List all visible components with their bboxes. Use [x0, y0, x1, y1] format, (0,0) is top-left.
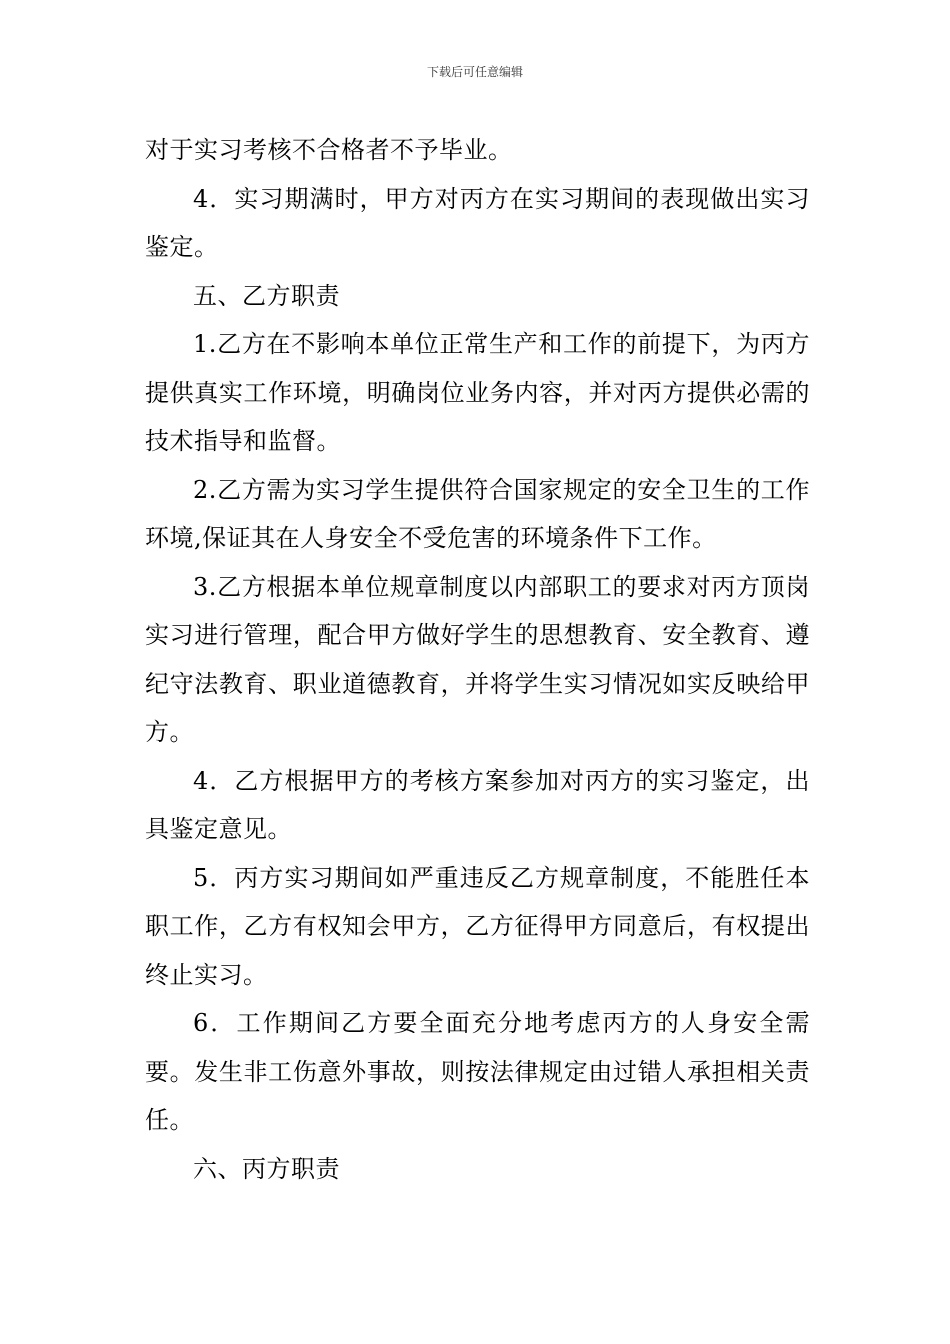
paragraph-clause-4-appraisal: 4．实习期满时，甲方对丙方在实习期间的表现做出实习鉴定。 — [145, 184, 810, 261]
paragraph-clause-3: 3.乙方根据本单位规章制度以内部职工的要求对丙方顶岗实习进行管理，配合甲方做好学生的思想教育、安全教育、遵纪守法教育、职业道德教育，并将学生实习情况如实反映给甲方。 — [145, 572, 810, 746]
paragraph-clause-4: 4．乙方根据甲方的考核方案参加对丙方的实习鉴定，出具鉴定意见。 — [145, 766, 810, 843]
section-heading-party-b-duties: 五、乙方职责 — [193, 281, 340, 310]
paragraph-clause-5: 5．丙方实习期间如严重违反乙方规章制度，不能胜任本职工作，乙方有权知会甲方，乙方征得甲方同意后，有权提出终止实习。 — [145, 863, 810, 989]
page-header-note: 下载后可任意编辑 — [426, 65, 523, 79]
paragraph-clause-6: 6．工作期间乙方要全面充分地考虑丙方的人身安全需要。发生非工伤意外事故，则按法律规定由过错人承担相关责任。 — [145, 1009, 810, 1134]
section-heading-party-c-duties: 六、丙方职责 — [193, 1154, 340, 1183]
paragraph-continuation: 对于实习考核不合格者不予毕业。 — [145, 136, 513, 164]
document-body — [145, 126, 810, 1193]
paragraph-clause-2: 2.乙方需为实习学生提供符合国家规定的安全卫生的工作环境,保证其在人身安全不受危害的环境条件下工作。 — [145, 475, 810, 552]
paragraph-clause-1: 1.乙方在不影响本单位正常生产和工作的前提下，为丙方提供真实工作环境，明确岗位业务内容，并对丙方提供必需的技术指导和监督。 — [145, 330, 810, 455]
